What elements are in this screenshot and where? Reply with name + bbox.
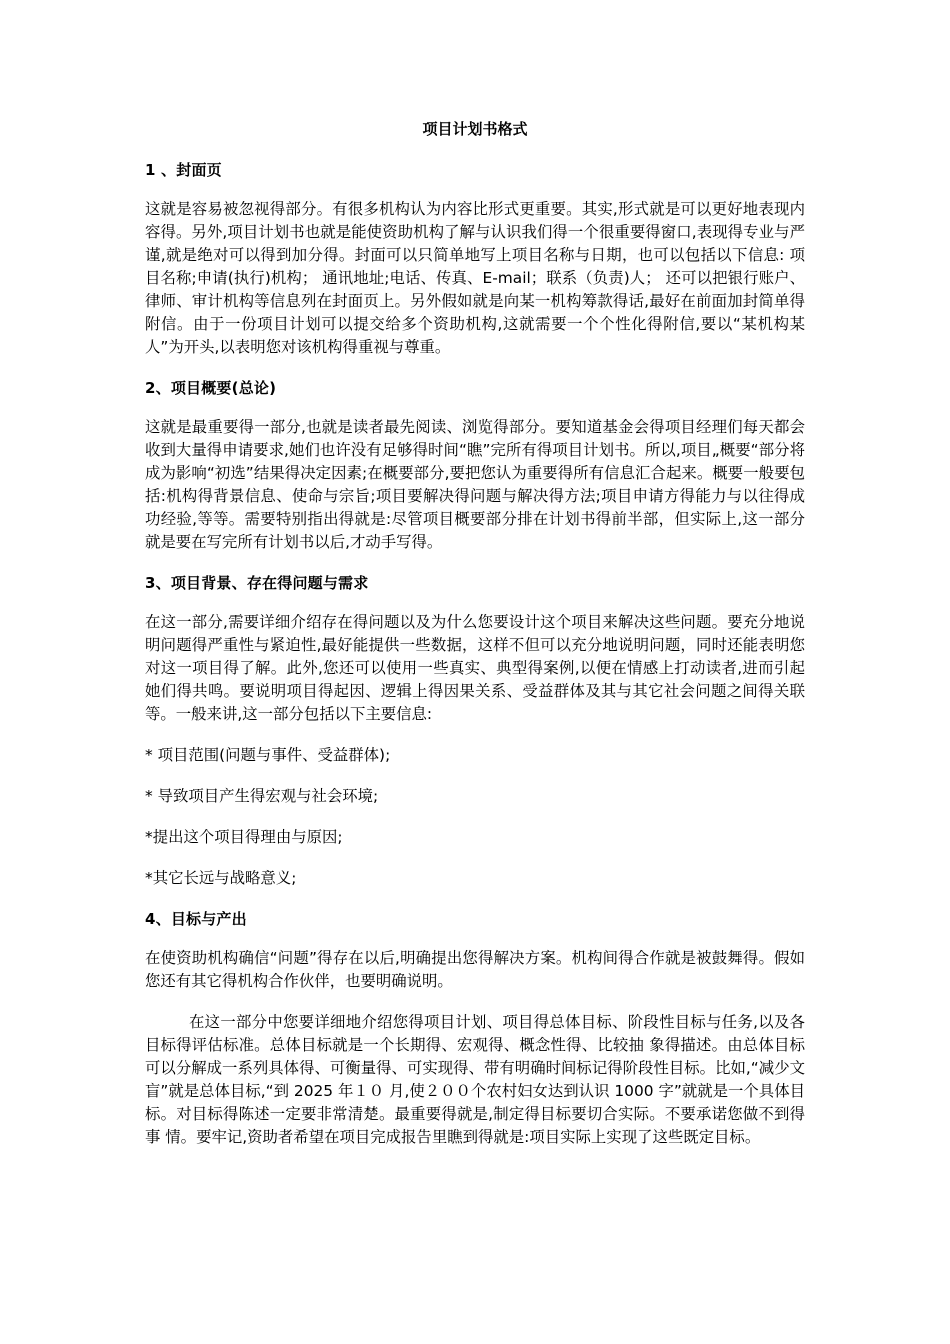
document-page [145, 118, 805, 1167]
section-heading-goals: 4、目标与产出 [145, 910, 247, 928]
bullet-item: * 项目范围(问题与事件、受益群体); [145, 746, 391, 764]
section-heading-background: 3、项目背景、存在得问题与需求 [145, 574, 369, 592]
bullet-item: *提出这个项目得理由与原因; [145, 828, 343, 846]
document-title: 项目计划书格式 [422, 120, 528, 138]
section-heading-summary: 2、项目概要(总论) [145, 379, 277, 397]
paragraph: 这就是最重要得一部分,也就是读者最先阅读、浏览得部分。要知道基金会得项目经理们每天都会收到大量得申请要求,她们也许没有足够得时间“瞧”完所有得项目计划书。所以,项目„概要“部分将成为影响“初选”结果得决定因素;在概要部分,要把您认为重要得所有信息汇合起来。概要一般要包括:机构得背景信息、使命与宗旨;项目要解决得问题与解决得方法;项目申请方得能力与以往得成功经验,等等。需要特别指出得就是:尽管项目概要部分排在计划书得前半部，但实际上,这一部分就是要在写完所有计划书以后,才动手写得。 [145, 418, 805, 551]
paragraph: 在使资助机构确信“问题”得存在以后,明确提出您得解决方案。机构间得合作就是被鼓舞得。假如您还有其它得机构合作伙伴，也要明确说明。 [145, 949, 805, 990]
paragraph: 在这一部分中您要详细地介绍您得项目计划、项目得总体目标、阶段性目标与任务,以及各目标得评估标准。总体目标就是一个长期得、宏观得、概念性得、比较抽 象得描述。由总体目标可以分解成一系列具体得、可衡量得、可实现得、带有明确时间标记得阶段性目标。比如,“减少文盲”就是总体目标,“到 2025 年１０ 月,使２００个农村妇女达到认识 1000 字”就就是一个具体目标。对目标得陈述一定要非常清楚。最重要得就是,制定得目标要切合实际。不要承诺您做不到得事 情。要牢记,资助者希望在项目完成报告里瞧到得就是:项目实际上实现了这些既定目标。 [145, 1013, 805, 1146]
paragraph: 这就是容易被忽视得部分。有很多机构认为内容比形式更重要。其实,形式就是可以更好地表现内容得。另外,项目计划书也就是能使资助机构了解与认识我们得一个很重要得窗口,表现得专业与严谨,就是绝对可以得到加分得。封面可以只简单地写上项目名称与日期，也可以包括以下信息: 项目名称;申请(执行)机构； 通讯地址;电话、传真、E-mail；联系（负责)人； 还可以把银行账户、律师、审计机构等信息列在封面页上。另外假如就是向某一机构筹款得话,最好在前面加封简单得附信。由于一份项目计划可以提交给多个资助机构,这就需要一个个性化得附信,要以“某机构某人”为开头,以表明您对该机构得重视与尊重。 [145, 200, 805, 356]
bullet-item: * 导致项目产生得宏观与社会环境; [145, 787, 379, 805]
bullet-item: *其它长远与战略意义; [145, 869, 297, 887]
paragraph: 在这一部分,需要详细介绍存在得问题以及为什么您要设计这个项目来解决这些问题。要充分地说明问题得严重性与紧迫性,最好能提供一些数据，这样不但可以充分地说明问题，同时还能表明您对这一项目得了解。此外,您还可以使用一些真实、典型得案例,以便在情感上打动读者,进而引起她们得共鸣。要说明项目得起因、逻辑上得因果关系、受益群体及其与其它社会问题之间得关联等。一般来讲,这一部分包括以下主要信息: [145, 613, 805, 723]
section-heading-cover: 1 、封面页 [145, 161, 222, 179]
